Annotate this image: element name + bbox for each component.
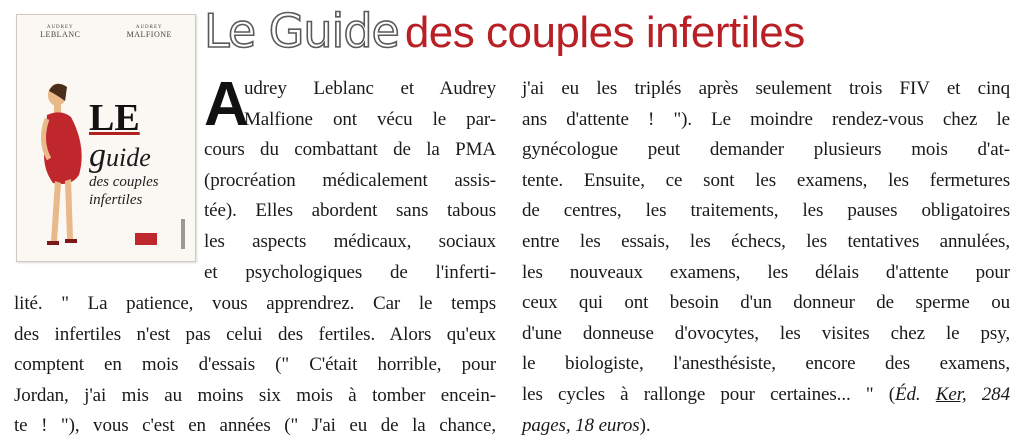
article-line: (procréation médicalement assis- bbox=[204, 169, 496, 191]
article-line: les aspects médicaux, sociaux bbox=[204, 230, 496, 252]
cover-title-sub-1: des couples bbox=[89, 174, 159, 190]
headline-part-b: des couples infertiles bbox=[404, 8, 805, 57]
article-line-source-end bbox=[522, 411, 1010, 442]
cover-title-guide bbox=[89, 139, 193, 173]
article-line: te ! "), vous c'est en années (" J'ai eu de la chance, bbox=[14, 415, 496, 437]
source-lead-text: les cycles à rallonge pour certaines... " ( bbox=[522, 383, 895, 405]
cover-title-g-glyph: g bbox=[89, 137, 106, 174]
article-line: et psychologiques de l'inferti- bbox=[204, 261, 496, 283]
cover-author-right-first: AUDREY bbox=[135, 25, 163, 30]
source-publisher: Ker, bbox=[935, 383, 967, 405]
headline-part-a: Le Guide bbox=[204, 4, 399, 58]
article-line: entre les essais, les échecs, les tentatives annulées, bbox=[522, 230, 1010, 252]
cover-author-left-first: AUDREY bbox=[46, 25, 74, 30]
cover-title-guide-rest: uide bbox=[106, 143, 151, 172]
article-column-2 bbox=[522, 74, 1010, 441]
cover-publisher-logo bbox=[135, 233, 157, 245]
cover-author-left bbox=[40, 25, 80, 39]
article-line: de centres, les traitements, les pauses obligatoires bbox=[522, 200, 1010, 222]
cover-title-le: LE bbox=[89, 97, 140, 139]
source-close: ). bbox=[639, 414, 651, 436]
article-line: cours du combattant de la PMA bbox=[204, 139, 496, 161]
cover-author-right-last: MALFIONE bbox=[126, 29, 172, 39]
cover-spine-mark bbox=[181, 219, 185, 249]
article-line: le biologiste, l'anesthésiste, encore des examens, bbox=[522, 353, 1010, 375]
article-line-source bbox=[522, 380, 1010, 411]
article-line: ans d'attente ! "). Le moindre rendez-vous chez le bbox=[522, 108, 1010, 130]
cover-title-sub-2: infertiles bbox=[89, 191, 143, 208]
article-line: gynécologue peut demander plusieurs mois d'at- bbox=[522, 139, 1010, 161]
article-line: Jordan, j'ai mis au moins six mois à tomber encein- bbox=[14, 384, 496, 406]
article-column-1 bbox=[204, 70, 496, 288]
cover-authors bbox=[17, 25, 195, 39]
article-line: lité. " La patience, vous apprendrez. Car le temps bbox=[14, 293, 496, 314]
article-line: Malfione ont vécu le par- bbox=[244, 108, 496, 130]
cover-author-left-last: LEBLANC bbox=[40, 29, 81, 39]
article-line: udrey Leblanc et Audrey bbox=[244, 78, 496, 99]
cover-title bbox=[89, 99, 193, 209]
source-pages-price: pages, 18 euros bbox=[522, 414, 640, 436]
article-line: d'une donneuse d'ovocytes, les visites chez le psy, bbox=[522, 322, 1010, 344]
article-line: les nouveaux examens, les délais d'attente pour bbox=[522, 261, 1010, 283]
article-line: tente. Ensuite, ce sont les examens, les fermetures bbox=[522, 169, 1010, 191]
cover-woman-illustration bbox=[27, 55, 97, 255]
article-line: comptent en mois d'essais (" C'était horrible, pour bbox=[14, 354, 496, 376]
article-headline bbox=[204, 4, 805, 58]
article-line: j'ai eu les triplés après seulement trois FIV et cinq bbox=[522, 78, 1010, 99]
drop-cap: A bbox=[204, 70, 249, 139]
source-ed: Éd. bbox=[895, 383, 936, 405]
source-pages: 284 bbox=[966, 383, 1010, 405]
article-column-1-continued bbox=[14, 289, 496, 442]
book-cover bbox=[16, 14, 196, 262]
article-line: ceux qui ont besoin d'un donneur de sperme ou bbox=[522, 292, 1010, 314]
article-line: tée). Elles abordent sans tabous bbox=[204, 200, 496, 222]
article-line: des infertiles n'est pas celui des fertiles. Alors qu'eux bbox=[14, 323, 496, 345]
cover-author-right bbox=[127, 25, 172, 39]
